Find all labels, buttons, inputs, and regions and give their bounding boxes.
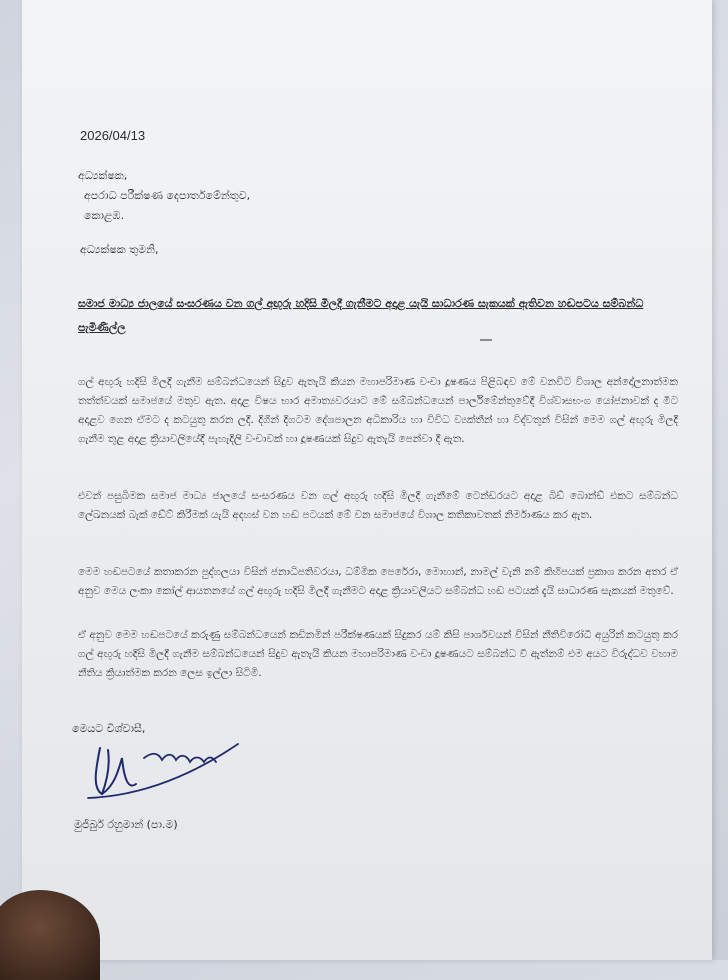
salutation: අධ්‍යක්ෂක තුමනි,	[80, 243, 159, 256]
subject-line: සමාජ මාධ්‍ය ජාලයේ සංසරණය වන ගල් අඟුරු හදිසි මිලදී ගැනීමට අදාළ යැයි සාධාරණ සැකයක් ඇතිවන හඬපටය සම්බන්ධ පැමිණිල්ල	[78, 297, 644, 334]
body-paragraph-1: ගල් අඟුරු හදිසි මිලදී ගැනීම සම්බන්ධයෙන් සිදුව ඇතැයි කියන මහාපරිමාණ වංචා දූෂණය පිළිබඳව මේ වනවිට විශාල අන්දෝලනාත්මක තත්ත්වයක් සමාජයේ මතුව ඇත. අදාළ විෂය භාර අමාත්‍යවරයාට මේ සම්බන්ධයෙන් පාර්ලිමේන්තුවේදී විශ්වාසභංග යෝජනාවක් ද මීට අදාළව ගෙන ඒමට ද කටයුතු කරන ලදී. දිගින් දිගටම දේශපාලන අධිකාරිය හා විවිධ ව්‍යක්තීන් හා විද්වතුන් විසින් මෙම ගල් අඟුරු මිලදී ගැනීම තුළ අදාළ ක්‍රියාවලියේදී පැහැදිලි වංචාවක් හා දූෂණයක් සිදුව ඇතැයි පෙන්වා දී ඇත.	[78, 376, 678, 445]
letter-date: 2026/04/13	[80, 128, 146, 143]
recipient-department: අපරාධ පරීක්ෂණ දෙපාර්තමේන්තුව,	[84, 189, 251, 202]
recipient-city: කොළඹ.	[84, 209, 125, 222]
body-paragraph-3: මෙම හඬපටයේ කතාකරන පුද්ගලයා විසින් ජනාධිපතිවරයා, ධම්මික පෙරේරා, මොහාන්, නාමල් වැනි නම් කිහිපයක් ප්‍රකාශ කරන අතර ඒ අනුව මෙය ලංකා කෝල් ආයතනයේ ගල් අඟුරු හදිසි මිලදී ගැනීමට අදාළ ක්‍රියාවලියට සම්බන්ධ හඬ පටයක් දැයි සාධාරණ සැකයක් මතුවේ.	[78, 566, 678, 597]
signer-name: මුජිබුර් රහුමාන් (පා.ම)	[74, 818, 178, 831]
closing-phrase: මෙයට විශ්වාසී,	[72, 722, 146, 735]
recipient-title: අධ්‍යක්ෂක,	[78, 169, 128, 182]
handwritten-signature	[78, 738, 248, 802]
body-paragraph-4: ඒ අනුව මෙම හඬපටයේ කරුණු සම්බන්ධයෙන් කඩිනමින් පරීක්ෂණයක් සිදුකර යම් කිසි පාර්ශවයන් විසින් නීතිවිරෝධී අයුරින් කටයුතු කර ගල් අඟුරු හදිසි මිලදී ගැනීම සම්බන්ධයෙන් සිදුව ඇතැයි කියන මහාපරිමාණ වංචා දූෂණයට සම්බන්ධ වී ඇත්නම් එම අයට විරුද්ධව වහාම නීතිය ක්‍රියාත්මක කරන ලෙස ඉල්ලා සිටිමි.	[78, 629, 678, 679]
letter-paper	[22, 0, 712, 960]
body-paragraph-2: එවන් පසුබිමක සමාජ මාධ්‍ය ජාලයේ සංසරණය වන ගල් අඟුරු හදිසි මිලදී ගැනීමේ ටෙන්ඩරයට අදාළ බිඩ් බොන්ඩ් එකට සම්බන්ධ ලේඛනයක් බැක් ඩේට් කිරීමක් යැයි අදහස් වන හඬ පටයක් මේ වන සමාජයේ විශාල කතිකාවතක් නිර්මාණය කර ඇත.	[78, 490, 678, 521]
pen-mark	[480, 338, 492, 342]
